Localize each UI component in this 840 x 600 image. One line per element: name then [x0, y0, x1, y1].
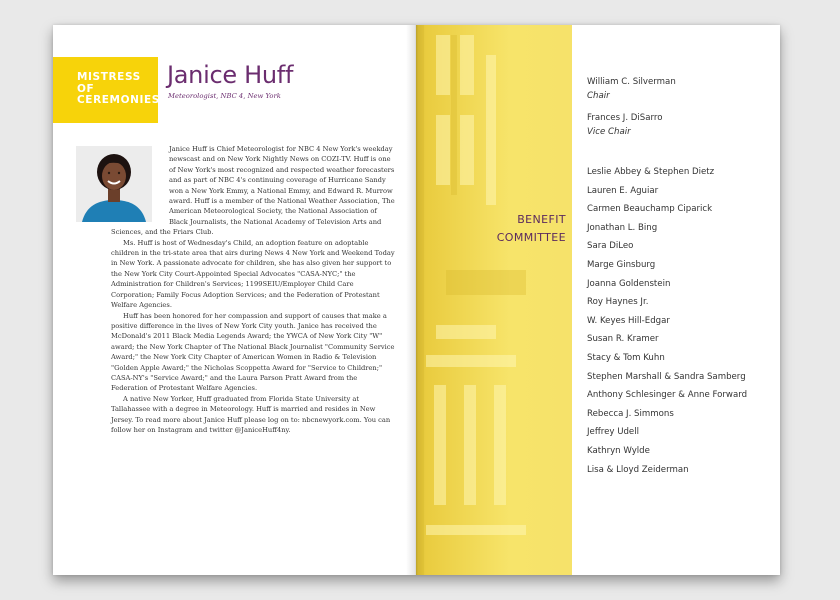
- committee-member: Carmen Beauchamp Ciparick: [587, 204, 713, 215]
- left-page: [53, 25, 416, 575]
- vice-chair-role: Vice Chair: [587, 127, 631, 137]
- committee-member: Rebecca J. Simmons: [587, 408, 674, 419]
- label-line: CEREMONIES: [77, 94, 160, 106]
- bio-paragraph: Janice Huff is Chief Meteorologist for NBC 4 New York's weekday newscast and on New York Nightly News on COZI-TV. Huff is one of New York's most recognized and respected weather forecasters and as part of NBC 4's continuing coverage of Hurricane Sandy won a New York Emmy, a National Emmy, and Edward R. Murrow award. Huff is a member of the National Weather Association, The American Meteorological Society, the National Association of Black Journalists, the National Academy of Television Arts and Sciences, and the Friars Club.: [111, 145, 395, 237]
- vice-chair-name: Frances J. DiSarro: [587, 113, 663, 123]
- chair-name: William C. Silverman: [587, 77, 676, 87]
- label-line: MISTRESS: [77, 71, 141, 83]
- right-page: [416, 25, 780, 575]
- bio-paragraph: A native New Yorker, Huff graduated from Florida State University at Tallahassee with a degree in Meteorology. Huff is married and resides in New Jersey. To read more about Janice Huff please log on to: nbcnewyork.com. You can follow her on Instagram and twitter @JaniceHuff4ny.: [111, 394, 391, 434]
- committee-member: Lauren E. Aguiar: [587, 185, 659, 196]
- committee-member: Jonathan L. Bing: [587, 222, 658, 233]
- building-photo-band: [416, 25, 572, 575]
- committee-member: Joanna Goldenstein: [587, 278, 671, 289]
- benefit-committee-heading: [416, 211, 566, 247]
- committee-member: Stephen Marshall & Sandra Samberg: [587, 371, 746, 382]
- committee-member: Lisa & Lloyd Zeiderman: [587, 464, 689, 475]
- label-line: OF: [77, 82, 95, 95]
- committee-member: Sara DiLeo: [587, 241, 634, 252]
- committee-member: Marge Ginsburg: [587, 259, 656, 270]
- committee-member: Kathryn Wylde: [587, 445, 650, 456]
- mistress-of-ceremonies-label: [53, 57, 158, 123]
- brochure-spread: [53, 25, 780, 575]
- host-role: Meteorologist, NBC 4, New York: [168, 92, 281, 100]
- heading-line: COMMITTEE: [496, 231, 566, 244]
- committee-list: [587, 75, 747, 479]
- committee-member: Stacy & Tom Kuhn: [587, 352, 665, 363]
- host-name: Janice Huff: [167, 61, 294, 89]
- committee-member: W. Keyes Hill-Edgar: [587, 315, 670, 326]
- committee-member: Anthony Schlesinger & Anne Forward: [587, 390, 748, 401]
- committee-member: Leslie Abbey & Stephen Dietz: [587, 167, 715, 177]
- heading-line: BENEFIT: [517, 213, 566, 226]
- committee-member: Jeffrey Udell: [587, 427, 639, 438]
- bio-paragraph: Ms. Huff is host of Wednesday's Child, an adoption feature on adoptable children in the tri-state area that airs during News 4 New York and Weekend Today in New York. A passionate advocate for children, she has also given her support to the New York City Court-Appointed Special Advocates "CASA-NYC;" the Administration for Children's Services; 1199SEIU/Employer Child Care Corporation; Family Focus Adoption Services; and the Federation of Protestant Welfare Agencies.: [111, 238, 395, 310]
- bio-paragraph: Huff has been honored for her compassion and support of causes that make a positive difference in the lives of New York City youth. Janice has received the McDonald's 2011 Black Media Legends Award; the YWCA of New York City "W" award; the New York Chapter of The National Black Journalist "Community Service Award;" the New York City Chapter of American Women in Radio & Television "Golden Apple Award;" the Nicholas Scoppetta Award for "Service to Children;" CASA-NY's "Service Award;" and the Laura Parson Pratt Award from the Federation of Protestant Welfare Agencies.: [111, 311, 395, 393]
- chair-role: Chair: [587, 91, 610, 101]
- committee-member: Roy Haynes Jr.: [587, 297, 649, 308]
- biography: [111, 144, 396, 435]
- committee-member: Susan R. Kramer: [587, 334, 659, 345]
